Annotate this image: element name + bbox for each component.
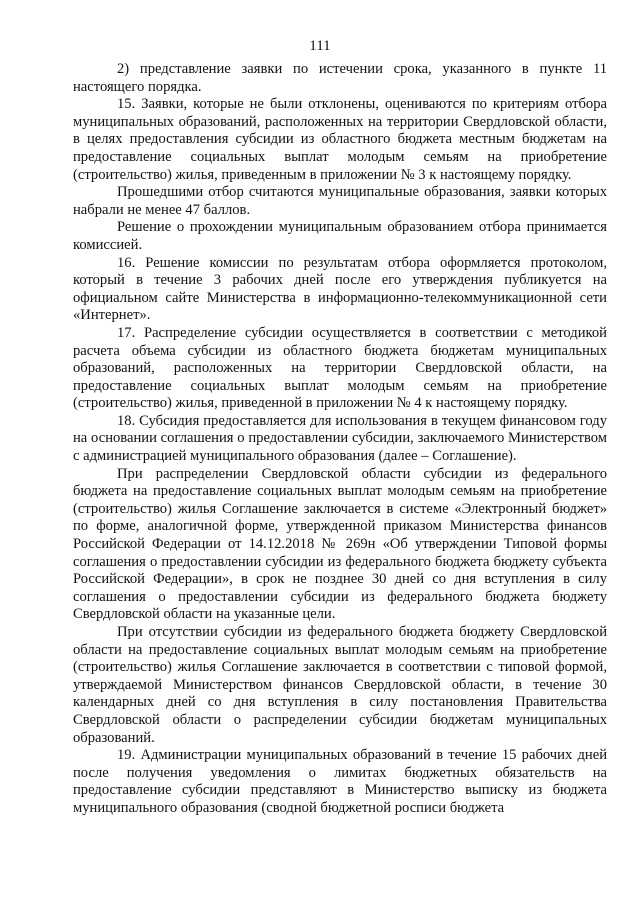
paragraph-clause-16: 16. Решение комиссии по результатам отбора оформляется протоколом, который в течение 3 рабочих дней после его утверждения публикуется на официальном сайте Министерства в информационно-телекоммуникационной сети «Интернет». [73, 254, 607, 324]
paragraph-no-federal-subsidy: При отсутствии субсидии из федерального бюджета бюджету Свердловской области на предоставление социальных выплат молодым семьям на приобретение (строительство) жилья Соглашение заключается в соответствии с типовой формой, утверждаемой Министерством финансов Свердловской области, в течение 30 календарных дней со дня вступления в силу постановления Правительства Свердловской области о распределении субсидии бюджетам муниципальных образований. [73, 624, 607, 746]
paragraph-selection-threshold: Прошедшими отбор считаются муниципальные образования, заявки которых набрали не менее 47 баллов. [73, 184, 607, 218]
document-text [73, 61, 607, 818]
page-number: 111 [309, 38, 331, 54]
paragraph-clause-19: 19. Администрации муниципальных образований в течение 15 рабочих дней после получения уведомления о лимитах бюджетных обязательств на предоставление субсидии представляют в Министерство выписку из бюджета муниципального образования (сводной бюджетной росписи бюджета [73, 747, 607, 816]
paragraph-commission-decision: Решение о прохождении муниципальным образованием отбора принимается комиссией. [73, 219, 607, 253]
paragraph-clause-18: 18. Субсидия предоставляется для использования в текущем финансовом году на основании соглашения о предоставлении субсидии, заключаемого Министерством с администрацией муниципального образования (далее – Соглашение). [73, 412, 607, 465]
paragraph-clause-15: 15. Заявки, которые не были отклонены, оцениваются по критериям отбора муниципальных образований, расположенных на территории Свердловской области, в целях предоставления субсидии из областного бюджета местным бюджетам на предоставление социальных выплат молодым семьям на приобретение (строительство) жилья, приведенным в приложении № 3 к настоящему порядку. [73, 96, 607, 183]
paragraph-item-2: 2) представление заявки по истечении срока, указанного в пункте 11 настоящего порядка. [73, 61, 607, 95]
paragraph-clause-17: 17. Распределение субсидии осуществляется в соответствии с методикой расчета объема субсидии из областного бюджета бюджетам муниципальных образований, расположенных на территории Свердловской области, на предоставление социальных выплат молодым семьям на приобретение (строительство) жилья, приведенной в приложении № 4 к настоящему порядку. [73, 324, 607, 412]
paragraph-federal-subsidy: При распределении Свердловской области субсидии из федерального бюджета на предоставление социальных выплат молодым семьям на приобретение (строительство) жилья Соглашение заключается в системе «Электронный бюджет» по форме, аналогичной форме, утвержденной приказом Министерства финансов Российской Федерации от 14.12.2018 № 269н «Об утверждении Типовой формы соглашения о предоставлении субсидии из федерального бюджета бюджету субъекта Российской Федерации», в срок не позднее 30 дней со дня вступления в силу соглашения о предоставлении субсидии из федерального бюджета бюджету Свердловской области на указанные цели. [73, 465, 607, 623]
